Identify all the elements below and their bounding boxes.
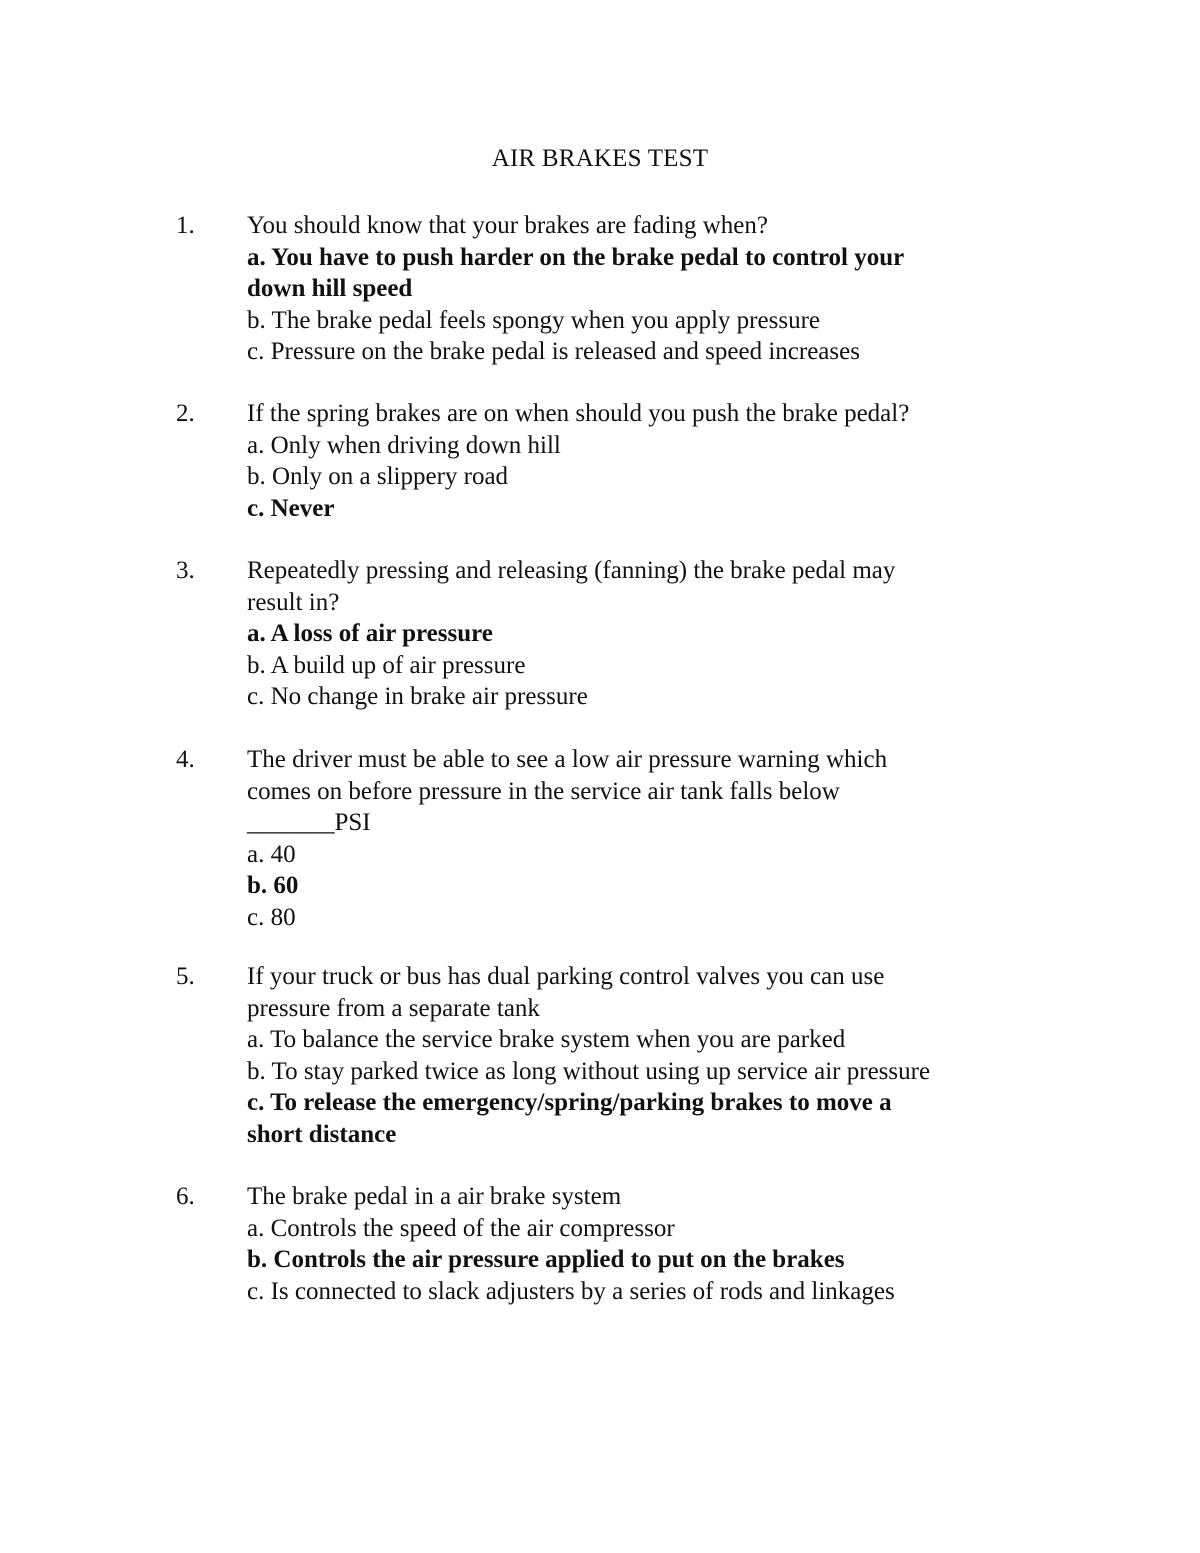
question-text: The brake pedal in a air brake system — [247, 1183, 622, 1210]
option-c: c. No change in brake air pressure — [247, 683, 588, 711]
question-text: The driver must be able to see a low air pressure warning which — [247, 746, 888, 773]
question-text: pressure from a separate tank — [247, 994, 540, 1022]
option-c-correct: short distance — [247, 1120, 397, 1148]
question-text: _______PSI — [247, 809, 371, 837]
option-a-correct: a. You have to push harder on the brake pedal to control your — [247, 243, 905, 271]
question-number: 5. — [176, 963, 195, 990]
question-number: 6. — [176, 1183, 195, 1210]
question-body — [247, 744, 1027, 934]
option-a-correct: down hill speed — [247, 275, 413, 303]
option-b: b. A build up of air pressure — [247, 651, 526, 679]
question-text: If the spring brakes are on when should you push the brake pedal? — [247, 400, 910, 427]
option-a: a. 40 — [247, 840, 296, 868]
question-body — [247, 210, 1027, 368]
question-number: 2. — [176, 400, 195, 427]
question-body — [247, 555, 1027, 713]
option-b-correct: b. Controls the air pressure applied to put on the brakes — [247, 1246, 845, 1274]
option-c: c. 80 — [247, 903, 296, 931]
question-number: 4. — [176, 746, 195, 773]
option-a-correct: a. A loss of air pressure — [247, 620, 493, 648]
question-body — [247, 1181, 1027, 1307]
page-title: AIR BRAKES TEST — [491, 145, 709, 172]
option-a: a. Only when driving down hill — [247, 431, 561, 459]
question-text: Repeatedly pressing and releasing (fanning) the brake pedal may — [247, 557, 896, 584]
question-number: 3. — [176, 557, 195, 584]
question-text: If your truck or bus has dual parking control valves you can use — [247, 963, 885, 990]
option-c: c. Pressure on the brake pedal is released and speed increases — [247, 338, 860, 366]
option-b-correct: b. 60 — [247, 872, 299, 900]
question-body — [247, 961, 1027, 1151]
question-text: result in? — [247, 588, 340, 616]
option-b: b. Only on a slippery road — [247, 463, 509, 491]
option-c-correct: c. To release the emergency/spring/parking brakes to move a — [247, 1089, 892, 1117]
option-a: a. To balance the service brake system when you are parked — [247, 1026, 846, 1054]
option-a: a. Controls the speed of the air compressor — [247, 1214, 675, 1242]
option-b: b. The brake pedal feels spongy when you apply pressure — [247, 306, 820, 334]
question-text: comes on before pressure in the service air tank falls below — [247, 777, 840, 805]
option-b: b. To stay parked twice as long without using up service air pressure — [247, 1057, 931, 1085]
option-c: c. Is connected to slack adjusters by a series of rods and linkages — [247, 1277, 895, 1305]
question-number: 1. — [176, 212, 195, 239]
question-text: You should know that your brakes are fading when? — [247, 212, 768, 239]
option-c-correct: c. Never — [247, 494, 335, 522]
question-body — [247, 398, 1027, 524]
